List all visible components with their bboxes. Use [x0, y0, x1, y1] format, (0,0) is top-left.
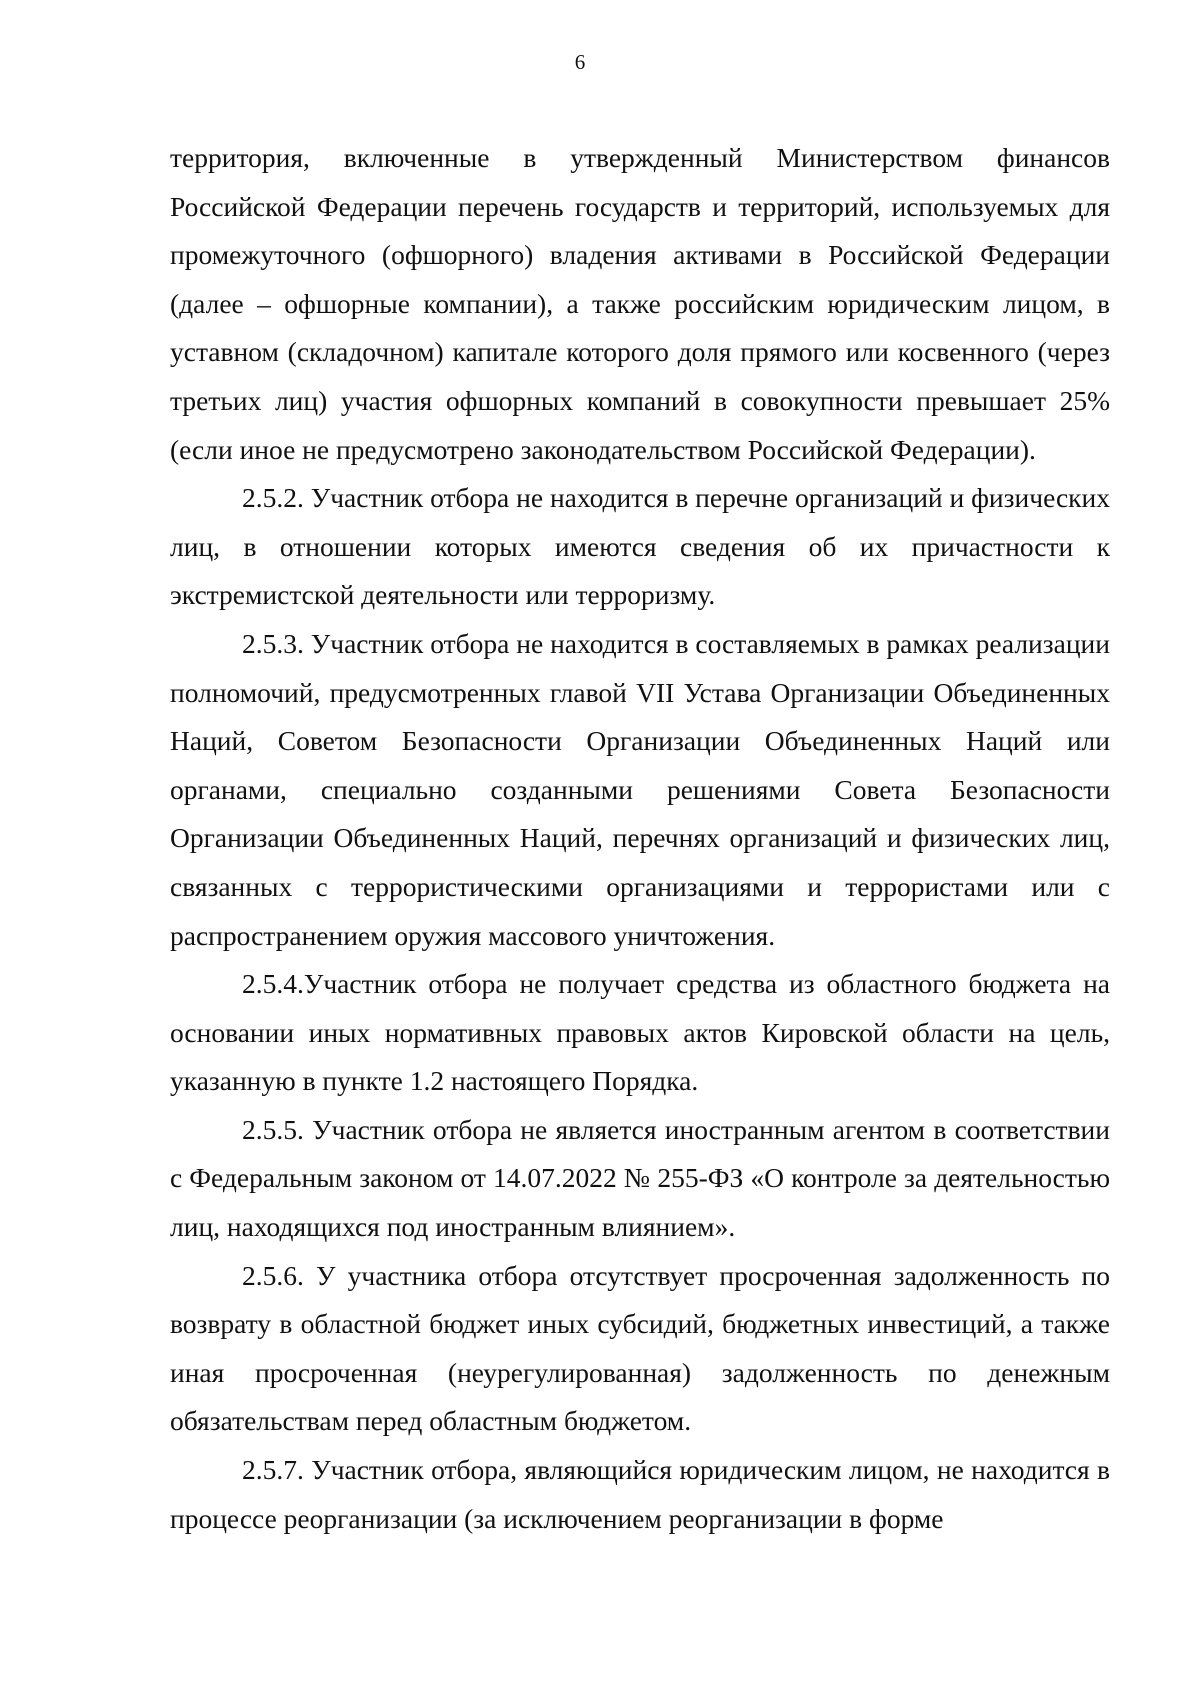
paragraph-2-5-5: 2.5.5. Участник отбора не является иностранным агентом в соответствии с Федеральным законом от 14.07.2022 № 255-ФЗ «О контроле за деятельностью лиц, находящихся под иностранным влиянием». — [170, 1113, 1110, 1243]
paragraph-2-5-4: 2.5.4.Участник отбора не получает средства из областного бюджета на основании иных нормативных правовых актов Кировской области на цель, указанную в пункте 1.2 настоящего Порядка. — [170, 968, 1110, 1097]
paragraph-2-5-2: 2.5.2. Участник отбора не находится в перечне организаций и физических лиц, в отношении которых имеются сведения об их причастности к экстремистской деятельности или терроризму. — [170, 482, 1110, 611]
paragraph-2-5-7: 2.5.7. Участник отбора, являющийся юридическим лицом, не находится в процессе реорганизации (за исключением реорганизации в форме — [170, 1454, 1110, 1534]
paragraph-2-5-3: 2.5.3. Участник отбора не находится в составляемых в рамках реализации полномочий, предусмотренных главой VII Устава Организации Объединенных Наций, Советом Безопасности Организации Объединенных Наций или органами, специально созданными решениями Совета Безопасности Организации Объединенных Наций, перечнях организаций и физических лиц, связанных с террористическими организациями и террористами или с распространением оружия массового уничтожения. — [170, 627, 1110, 951]
document-body — [170, 134, 1110, 1543]
paragraph-continuation: территория, включенные в утвержденный Министерством финансов Российской Федерации перечень государств и территорий, используемых для промежуточного (офшорного) владения активами в Российской Федерации (далее – офшорные компании), а также российским юридическим лицом, в уставном (складочном) капитале которого доля прямого или косвенного (через третьих лиц) участия офшорных компаний в совокупности превышает 25% (если иное не предусмотрено законодательством Российской Федерации). — [170, 142, 1110, 465]
page-number: 6 — [574, 50, 586, 74]
paragraph-2-5-6: 2.5.6. У участника отбора отсутствует просроченная задолженность по возврату в областной бюджет иных субсидий, бюджетных инвестиций, а также иная просроченная (неурегулированная) задолженность по денежным обязательствам перед областным бюджетом. — [170, 1259, 1110, 1437]
